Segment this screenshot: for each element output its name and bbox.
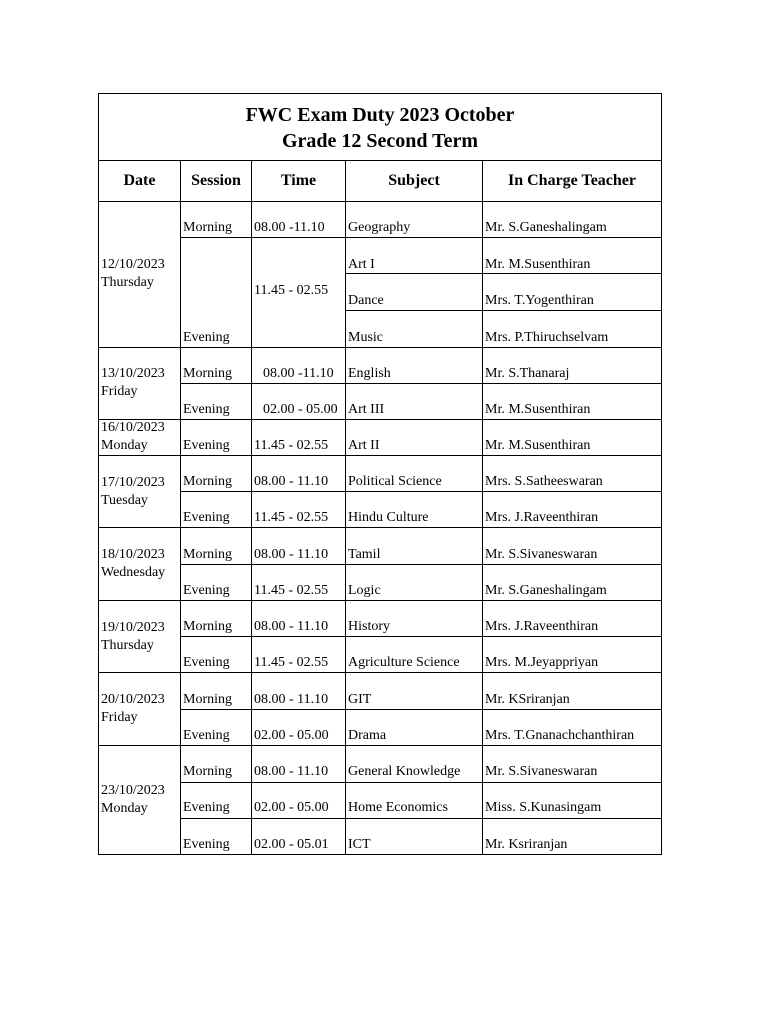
subject-cell: History [348,619,390,634]
session-cell: Morning [183,547,232,562]
subject-cell: Logic [348,583,381,598]
time-cell: 02.00 - 05.00 [254,728,329,743]
day-cell: Friday [101,710,138,725]
time-cell: 11.45 - 02.55 [254,583,329,598]
date-cell: 23/10/2023 [101,783,165,798]
session-cell: Evening [183,330,230,345]
session-cell: Evening [183,728,230,743]
session-cell: Morning [183,692,232,707]
time-cell: 08.00 - 11.10 [254,764,329,779]
subject-cell: Tamil [348,547,381,562]
session-cell: Evening [183,438,230,453]
teacher-cell: Mr. S.Ganeshalingam [485,220,607,235]
teacher-cell: Mrs. J.Raveenthiran [485,619,599,634]
session-cell: Evening [183,655,230,670]
time-cell: 11.45 - 02.55 [254,510,329,525]
date-cell: 18/10/2023 [101,547,165,562]
teacher-cell: Mr. S.Ganeshalingam [485,583,607,598]
teacher-cell: Mr. KSriranjan [485,692,570,707]
teacher-cell: Mr. S.Sivaneswaran [485,547,598,562]
session-cell: Morning [183,474,232,489]
subject-cell: Agriculture Science [348,655,460,670]
teacher-cell: Mrs. T.Gnanachchanthiran [485,728,635,743]
day-cell: Monday [101,801,148,816]
time-cell: 02.00 - 05.00 [263,402,338,417]
time-cell: 08.00 -11.10 [254,220,325,235]
session-cell: Morning [183,366,232,381]
subject-cell: Art I [348,257,375,272]
day-cell: Thursday [101,275,154,290]
teacher-cell: Miss. S.Kunasingam [485,800,602,815]
document-title: FWC Exam Duty 2023 October [245,104,515,126]
subject-cell: English [348,366,391,381]
subject-cell: General Knowledge [348,764,461,779]
teacher-cell: Mrs. P.Thiruchselvam [485,330,609,345]
header-time: Time [280,172,317,189]
date-cell: 20/10/2023 [101,692,165,707]
teacher-cell: Mr. M.Susenthiran [485,257,591,272]
session-cell: Evening [183,800,230,815]
teacher-cell: Mrs. J.Raveenthiran [485,510,599,525]
subject-cell: Music [348,330,383,345]
time-cell: 11.45 - 02.55 [254,655,329,670]
header-date: Date [123,172,156,189]
exam-duty-document [98,93,662,855]
time-cell: 02.00 - 05.01 [254,837,329,852]
teacher-cell: Mrs. S.Satheeswaran [485,474,603,489]
teacher-cell: Mr. S.Thanaraj [485,366,570,381]
header-session: Session [191,172,241,189]
session-cell: Evening [183,583,230,598]
time-cell: 08.00 - 11.10 [254,474,329,489]
session-cell: Morning [183,764,232,779]
date-cell: 12/10/2023 [101,257,165,272]
session-cell: Evening [183,510,230,525]
subject-cell: Art III [348,402,385,417]
subject-cell: Drama [348,728,387,743]
time-cell: 02.00 - 05.00 [254,800,329,815]
time-cell: 08.00 - 11.10 [254,619,329,634]
session-cell: Morning [183,619,232,634]
teacher-cell: Mrs. M.Jeyappriyan [485,655,599,670]
session-cell: Evening [183,402,230,417]
day-cell: Tuesday [101,493,148,508]
subject-cell: Hindu Culture [348,510,429,525]
date-cell: 19/10/2023 [101,620,165,635]
teacher-cell: Mr. M.Susenthiran [485,438,591,453]
subject-cell: Art II [348,438,380,453]
time-cell: 11.45 - 02.55 [254,438,329,453]
header-teacher: In Charge Teacher [508,172,636,189]
session-cell: Morning [183,220,232,235]
teacher-cell: Mr. Ksriranjan [485,837,568,852]
date-cell: 17/10/2023 [101,475,165,490]
subject-cell: ICT [348,837,371,852]
time-cell: 08.00 - 11.10 [254,692,329,707]
subject-cell: Political Science [348,474,442,489]
teacher-cell: Mr. M.Susenthiran [485,402,591,417]
header-subject: Subject [388,172,440,189]
day-cell: Wednesday [101,565,166,580]
day-cell: Thursday [101,638,154,653]
subject-cell: Dance [348,293,384,308]
day-cell: Friday [101,384,138,399]
time-cell: 11.45 - 02.55 [254,283,329,298]
subject-cell: GIT [348,692,372,707]
day-cell: Monday [101,438,148,453]
date-cell: 16/10/2023 [101,420,165,435]
subject-cell: Geography [348,220,411,235]
time-cell: 08.00 -11.10 [263,366,334,381]
session-cell: Evening [183,837,230,852]
document-subtitle: Grade 12 Second Term [281,130,479,152]
teacher-cell: Mrs. T.Yogenthiran [485,293,594,308]
subject-cell: Home Economics [348,800,448,815]
date-cell: 13/10/2023 [101,366,165,381]
time-cell: 08.00 - 11.10 [254,547,329,562]
teacher-cell: Mr. S.Sivaneswaran [485,764,598,779]
